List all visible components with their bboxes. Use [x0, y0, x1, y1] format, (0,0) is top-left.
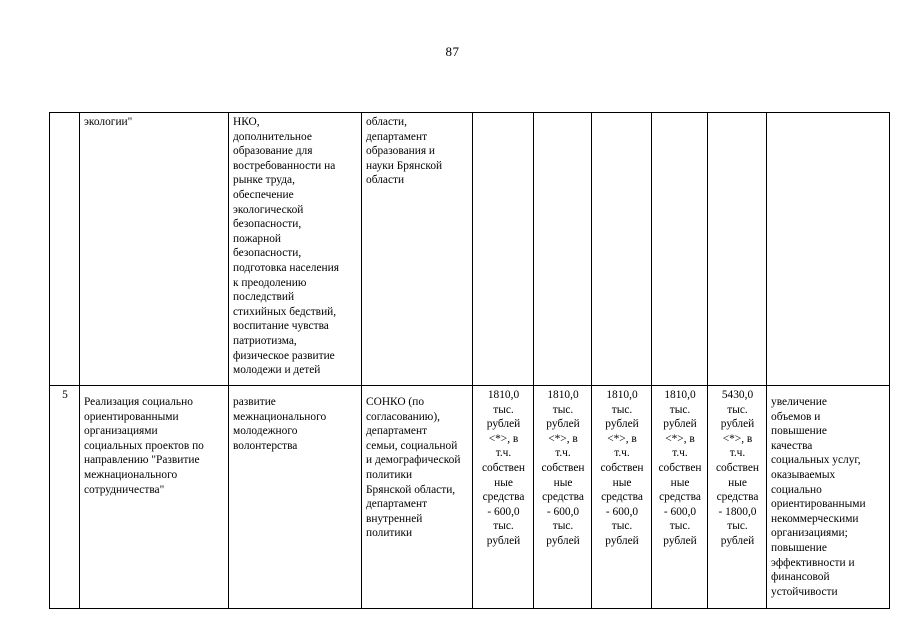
- cell-direction: НКО, дополнительное образование для востребованности на рынке труда, обеспечение экологической безопасности, пожарной безопасности, подготовка населения к преодолению последствий стихийных бедствий, воспитание чувства патриотизма, физическое развитие молодежи и детей: [229, 113, 362, 386]
- cell-amount-3: [592, 113, 652, 386]
- cell-amount-total: 5430,0 тыс. рублей <*>, в т.ч. собствен ные средства - 1800,0 тыс. рублей: [708, 386, 767, 609]
- cell-number: [50, 113, 80, 386]
- cell-direction: развитие межнационального молодежного волонтерства: [229, 386, 362, 609]
- cell-amount-2: [534, 113, 592, 386]
- cell-event-name: Реализация социально ориентированными организациями социальных проектов по направлению "Развитие межнационального сотрудничества": [80, 386, 229, 609]
- cell-executors: СОНКО (по согласованию), департамент семьи, социальной и демографической политики Брянской области, департамент внутренней политики: [362, 386, 473, 609]
- cell-amount-1: [473, 113, 534, 386]
- cell-amount-total: [708, 113, 767, 386]
- cell-amount-4: 1810,0 тыс. рублей <*>, в т.ч. собствен ные средства - 600,0 тыс. рублей: [652, 386, 708, 609]
- cell-executors: области, департамент образования и науки Брянской области: [362, 113, 473, 386]
- cell-expected-result: увеличение объемов и повышение качества социальных услуг, оказываемых социально ориентированными некоммерческими организациями; повышение эффективности и финансовой устойчивости: [767, 386, 890, 609]
- cell-event-name: экологии": [80, 113, 229, 386]
- table-row-continued: [50, 113, 890, 386]
- cell-amount-4: [652, 113, 708, 386]
- cell-amount-2: 1810,0 тыс. рублей <*>, в т.ч. собствен ные средства - 600,0 тыс. рублей: [534, 386, 592, 609]
- page-number: 87: [445, 44, 460, 59]
- cell-expected-result: [767, 113, 890, 386]
- cell-number: 5: [50, 386, 80, 609]
- program-table: [49, 112, 890, 609]
- cell-amount-3: 1810,0 тыс. рублей <*>, в т.ч. собствен ные средства - 600,0 тыс. рублей: [592, 386, 652, 609]
- cell-amount-1: 1810,0 тыс. рублей <*>, в т.ч. собствен ные средства - 600,0 тыс. рублей: [473, 386, 534, 609]
- table-row-5: [50, 386, 890, 609]
